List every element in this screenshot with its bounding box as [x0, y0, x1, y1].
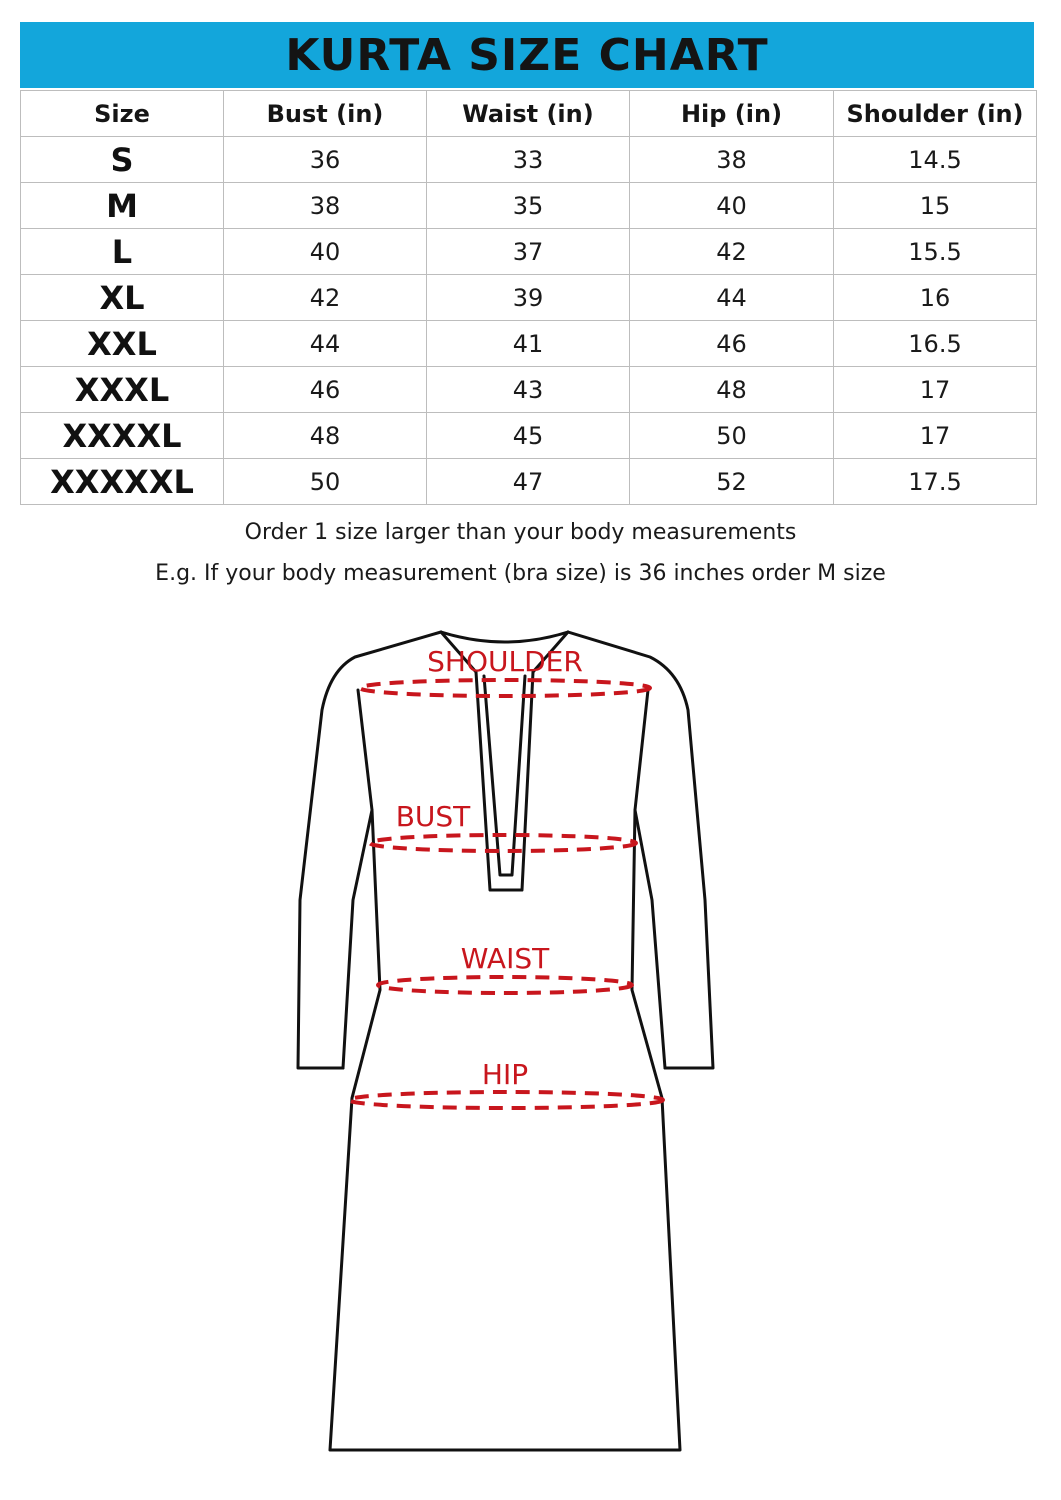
kurta-body: [330, 810, 680, 1450]
table-row: [21, 459, 1037, 505]
cell-shoulder: 16.5: [834, 321, 1037, 367]
table-row: [21, 275, 1037, 321]
header-hip: Hip (in): [630, 91, 834, 137]
cell-shoulder: 14.5: [834, 137, 1037, 183]
cell-waist: 41: [427, 321, 630, 367]
measure-lines: [349, 680, 663, 1108]
cell-hip: 46: [630, 321, 834, 367]
waist-label: WAIST: [460, 942, 550, 975]
left-armhole: [343, 690, 372, 1068]
header-shoulder: Shoulder (in): [834, 91, 1037, 137]
cell-size: XXXXL: [21, 413, 224, 459]
table-body: [21, 137, 1037, 505]
cell-waist: 35: [427, 183, 630, 229]
cell-hip: 48: [630, 367, 834, 413]
cell-hip: 42: [630, 229, 834, 275]
waist-measure-line: [378, 977, 632, 993]
table-row: [21, 367, 1037, 413]
bust-label: BUST: [395, 800, 471, 833]
cell-waist: 47: [427, 459, 630, 505]
cell-hip: 44: [630, 275, 834, 321]
cell-size: XXXL: [21, 367, 224, 413]
cell-waist: 37: [427, 229, 630, 275]
note-line-2: E.g. If your body measurement (bra size) is 36 inches order M size: [155, 561, 886, 586]
title-banner: [20, 22, 1034, 88]
cell-size: L: [21, 229, 224, 275]
header-bust: Bust (in): [224, 91, 427, 137]
cell-size: XL: [21, 275, 224, 321]
table-row: [21, 413, 1037, 459]
cell-waist: 43: [427, 367, 630, 413]
right-armhole: [635, 690, 665, 1068]
cell-shoulder: 15: [834, 183, 1037, 229]
cell-size: M: [21, 183, 224, 229]
cell-size: S: [21, 137, 224, 183]
cell-hip: 50: [630, 413, 834, 459]
cell-bust: 46: [224, 367, 427, 413]
hip-label: HIP: [481, 1058, 529, 1091]
cell-shoulder: 17.5: [834, 459, 1037, 505]
cell-waist: 45: [427, 413, 630, 459]
shoulder-label: SHOULDER: [427, 645, 583, 678]
hip-measure-line: [349, 1092, 663, 1108]
bust-measure-line: [370, 835, 636, 851]
cell-shoulder: 16: [834, 275, 1037, 321]
placket-inner: [484, 676, 525, 875]
neckline: [441, 632, 568, 642]
table-row: [21, 183, 1037, 229]
cell-hip: 38: [630, 137, 834, 183]
cell-hip: 40: [630, 183, 834, 229]
cell-bust: 36: [224, 137, 427, 183]
cell-shoulder: 15.5: [834, 229, 1037, 275]
cell-hip: 52: [630, 459, 834, 505]
cell-bust: 38: [224, 183, 427, 229]
header-waist: Waist (in): [427, 91, 630, 137]
kurta-measurement-diagram: [0, 600, 1061, 1500]
cell-bust: 48: [224, 413, 427, 459]
cell-bust: 50: [224, 459, 427, 505]
table-row: [21, 229, 1037, 275]
chart-title: KURTA SIZE CHART: [285, 29, 769, 81]
note-line-1: Order 1 size larger than your body measurements: [244, 520, 797, 545]
cell-waist: 39: [427, 275, 630, 321]
cell-shoulder: 17: [834, 367, 1037, 413]
cell-bust: 44: [224, 321, 427, 367]
table-row: [21, 137, 1037, 183]
cell-size: XXL: [21, 321, 224, 367]
table-header-row: [21, 91, 1037, 137]
kurta-outline: [298, 632, 713, 1450]
shoulder-measure-line: [360, 680, 650, 696]
size-table: [20, 90, 1037, 505]
cell-shoulder: 17: [834, 413, 1037, 459]
cell-bust: 40: [224, 229, 427, 275]
table-row: [21, 321, 1037, 367]
cell-waist: 33: [427, 137, 630, 183]
cell-bust: 42: [224, 275, 427, 321]
cell-size: XXXXXL: [21, 459, 224, 505]
header-size: Size: [21, 91, 224, 137]
